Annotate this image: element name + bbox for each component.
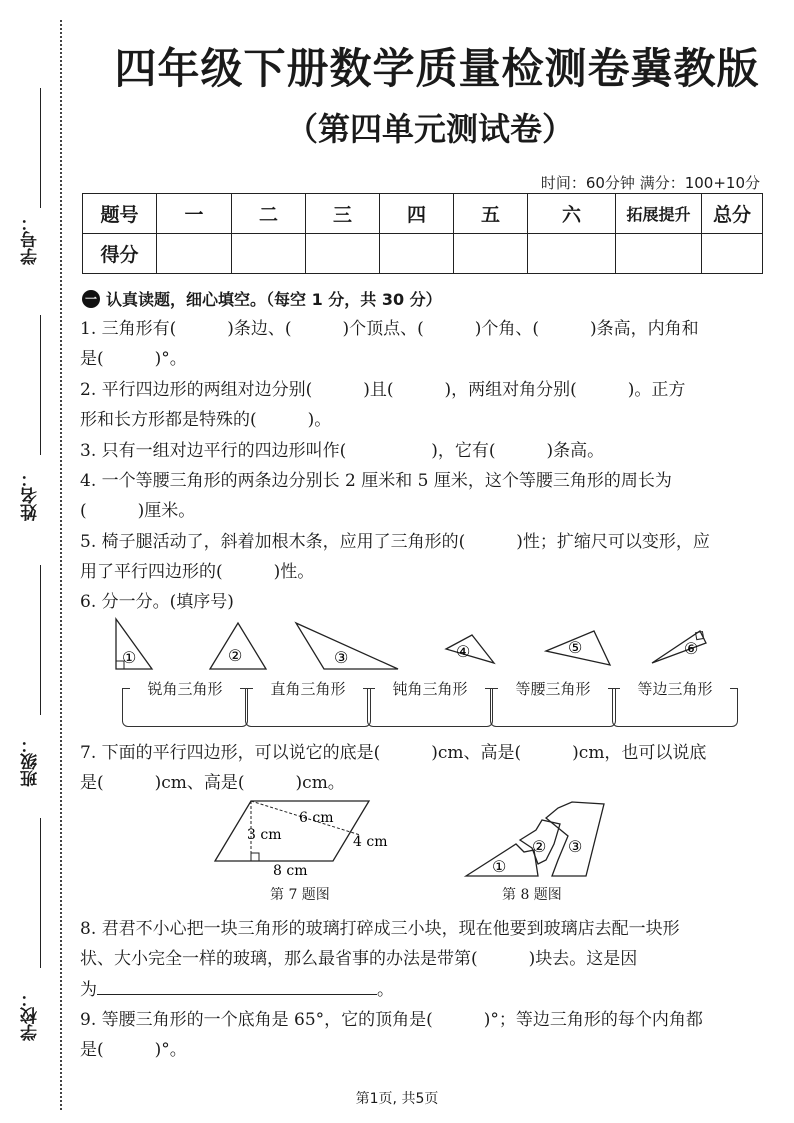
page-number: 第1页, 共5页	[355, 1091, 439, 1107]
school-label: 学校：	[21, 990, 41, 1041]
question-1	[80, 314, 760, 374]
triangle-5-label: ⑤	[568, 638, 583, 657]
question-text: 4. 一个等腰三角形的两条边分别长 2 厘米和 5 厘米，这个等腰三角形的周长为	[80, 471, 672, 491]
length-label: 6 cm	[299, 810, 334, 826]
score-cell[interactable]	[702, 234, 763, 274]
score-cell[interactable]	[380, 234, 454, 274]
question-text: 是( )°。	[80, 349, 187, 369]
question-text: 8. 君君不小心把一块三角形的玻璃打碎成三小块，现在他要到玻璃店去配一块形	[80, 919, 680, 939]
answer-blank[interactable]	[97, 974, 377, 995]
score-header-cell: 五	[454, 194, 528, 234]
question-text: 1. 三角形有( )条边、( )个顶点、( )个角、( )条高，内角和	[80, 319, 699, 339]
score-header-cell: 拓展提升	[616, 194, 702, 234]
question-text: 形和长方形都是特殊的( )。	[80, 410, 332, 430]
question-8	[80, 914, 760, 1005]
q6-triangles-figure	[100, 615, 740, 675]
triangle-2-label: ②	[228, 646, 243, 665]
triangle-3-label: ③	[334, 648, 349, 667]
category-label: 等腰三角形	[515, 680, 591, 698]
question-text: 是( )cm、高是( )cm。	[80, 773, 345, 793]
score-cell[interactable]	[454, 234, 528, 274]
question-text: ( )厘米。	[80, 501, 196, 521]
class-line	[40, 565, 41, 715]
score-header-cell: 题号	[83, 194, 157, 234]
question-text: 2. 平行四边形的两组对边分别( )且( )，两组对角分别( )。正方	[80, 380, 686, 400]
figure-7-caption: 第 7 题图	[270, 887, 330, 903]
figure-8-caption: 第 8 题图	[502, 887, 562, 903]
category-box-right[interactable]	[245, 680, 371, 727]
score-header-cell: 总分	[702, 194, 763, 234]
score-header-cell: 一	[157, 194, 232, 234]
score-header-cell: 三	[306, 194, 380, 234]
category-box-equilateral[interactable]	[612, 680, 738, 727]
question-text: 用了平行四边形的( )性。	[80, 562, 315, 582]
name-line	[40, 315, 41, 455]
section-heading-text: 认真读题，细心填空。（每空 1 分，共 30 分）	[106, 290, 442, 309]
score-cell[interactable]	[616, 234, 702, 274]
score-cell[interactable]	[528, 234, 616, 274]
page-title: 四年级下册数学质量检测卷冀教版	[114, 44, 760, 93]
name-label: 姓名：	[21, 470, 41, 521]
category-box-obtuse[interactable]	[367, 680, 493, 727]
question-7	[80, 738, 760, 798]
school-line	[40, 818, 41, 968]
question-2	[80, 375, 760, 435]
score-cell[interactable]	[157, 234, 232, 274]
score-cell[interactable]	[306, 234, 380, 274]
triangle-4-label: ④	[456, 642, 471, 661]
triangle-6-label: ⑥	[684, 639, 699, 658]
score-header-cell: 六	[528, 194, 616, 234]
question-text: 9. 等腰三角形的一个底角是 65°，它的顶角是( )°；等边三角形的每个内角都	[80, 1010, 703, 1030]
class-label: 班级：	[21, 736, 41, 787]
triangle-1-label: ①	[122, 648, 137, 667]
category-box-isosceles[interactable]	[490, 680, 616, 727]
page-subtitle: （第四单元测试卷）	[285, 110, 574, 148]
parallelogram	[215, 801, 369, 861]
question-text-line	[80, 974, 760, 1005]
question-text: 是( )°。	[80, 1040, 187, 1060]
time-score-info: 时间：60分钟 满分：100+10分	[540, 174, 760, 192]
question-3	[80, 436, 760, 466]
score-header-cell: 二	[232, 194, 306, 234]
student-id-label: 学号：	[21, 214, 41, 265]
score-header-cell: 四	[380, 194, 454, 234]
q7-parallelogram-figure	[205, 795, 405, 877]
right-angle-mark	[251, 853, 259, 861]
question-text: 。	[377, 980, 394, 1000]
score-row-label: 得分	[83, 234, 157, 274]
binding-dotted-line	[60, 20, 62, 1110]
section-number-badge: 一	[82, 290, 100, 308]
question-text: 5. 椅子腿活动了，斜着加根木条，应用了三角形的( )性；扩缩尺可以变形，应	[80, 532, 710, 552]
question-text: 状、大小完全一样的玻璃，那么最省事的办法是带第( )块去。这是因	[80, 949, 638, 969]
length-label: 3 cm	[247, 827, 282, 843]
question-6	[80, 587, 760, 617]
section-heading	[82, 287, 442, 310]
category-label: 钝角三角形	[392, 680, 468, 698]
question-5	[80, 527, 760, 587]
piece-label: ②	[532, 837, 547, 856]
piece-label: ③	[568, 837, 583, 856]
question-text: 6. 分一分。(填序号)	[80, 592, 234, 612]
category-label: 锐角三角形	[147, 680, 223, 698]
question-text: 7. 下面的平行四边形，可以说它的底是( )cm、高是( )cm，也可以说底	[80, 743, 707, 763]
question-text: 为	[80, 980, 97, 1000]
length-label: 4 cm	[353, 834, 388, 850]
score-table	[82, 193, 763, 274]
category-label: 直角三角形	[270, 680, 346, 698]
length-label: 8 cm	[273, 863, 308, 877]
q8-broken-triangle-figure	[462, 800, 622, 880]
category-box-acute[interactable]	[122, 680, 248, 727]
piece-label: ①	[492, 857, 507, 876]
question-4	[80, 466, 760, 526]
question-text: 3. 只有一组对边平行的四边形叫作( )，它有( )条高。	[80, 441, 605, 461]
score-cell[interactable]	[232, 234, 306, 274]
student-id-line	[40, 88, 41, 208]
category-label: 等边三角形	[637, 680, 713, 698]
question-9	[80, 1005, 760, 1065]
